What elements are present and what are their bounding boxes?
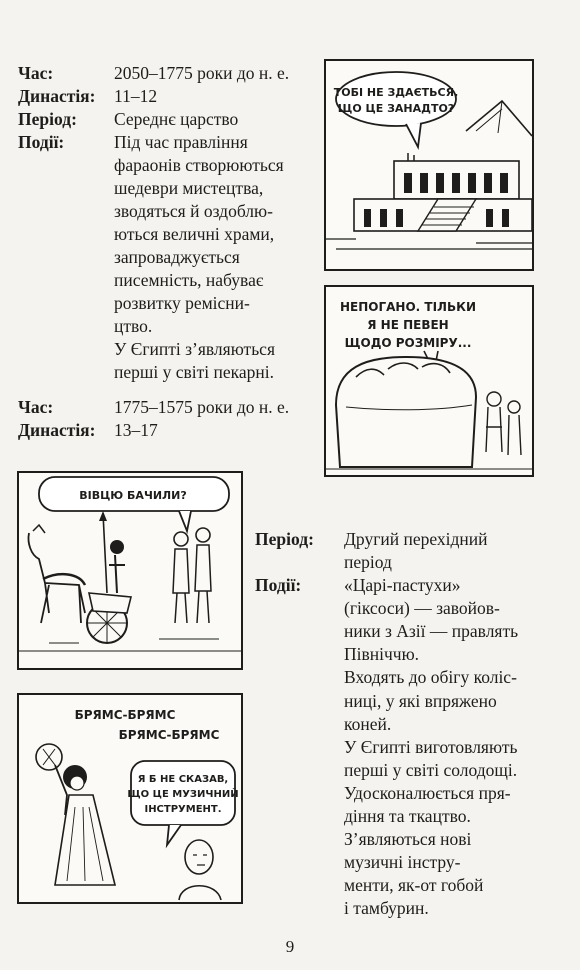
text-line: Удосконалюється пря- (344, 782, 511, 803)
period-value-1: Середнє царство (114, 109, 239, 129)
sound-effect: БРЯМС-БРЯМС (118, 728, 220, 742)
text-line: Північчю. (344, 644, 420, 665)
text-line: розвитку ремісни- (114, 293, 250, 313)
text-line: ються величні храми, (114, 224, 275, 244)
dynasty-value-1: 11–12 (114, 86, 158, 106)
text-line: (гіксоси) — завойов- (344, 598, 500, 619)
events-label-2: Події: (255, 575, 302, 595)
time-label-2: Час: (18, 397, 54, 417)
text-line: «Царі-пастухи» (344, 575, 461, 595)
bubble-line: ТОБІ НЕ ЗДАЄТЬСЯ, (333, 86, 459, 99)
text-line: перші у світі пекарні. (114, 362, 274, 382)
music-illustration (19, 695, 241, 902)
bubble-line: НЕПОГАНО. ТІЛЬКИ (339, 300, 477, 314)
text-line: менти, як-от гобой (344, 875, 484, 896)
text-line: діння та ткацтво. (344, 806, 471, 826)
comic-panel-chariot (17, 471, 243, 670)
dynasty-value-2: 13–17 (114, 420, 158, 440)
bread-illustration (326, 287, 532, 475)
time-value-1: 2050–1775 роки до н. е. (114, 63, 290, 83)
text-line: перші у світі солодощі. (344, 759, 518, 780)
temple-illustration (326, 61, 532, 269)
text-line: ниці, у які впряжено (344, 690, 497, 711)
text-line: шедеври мистецтва, (114, 178, 264, 198)
text-line: коней. (344, 713, 392, 734)
time-value-2: 1775–1575 роки до н. е. (114, 397, 290, 417)
events-label-1: Події: (18, 132, 65, 152)
text-line: писемність, набуває (114, 270, 264, 290)
text-line: ники з Азії — правлять (344, 621, 519, 642)
dynasty-label-2: Династія: (18, 420, 96, 440)
comic-panel-bread (324, 285, 534, 477)
comic-panel-music (17, 693, 243, 904)
bubble-line: ІНСТРУМЕНТ. (144, 804, 222, 815)
text-line: цтво. (114, 316, 153, 336)
bubble-line: ВІВЦЮ БАЧИЛИ? (79, 489, 187, 502)
text-line: фараонів створюються (114, 155, 284, 175)
bubble-line: ЩО ЦЕ ЗАНАДТО? (337, 102, 455, 115)
comic-panel-temple (324, 59, 534, 271)
text-line: період (344, 552, 392, 572)
text-line: і тамбурин. (344, 898, 429, 919)
page-number: 9 (285, 937, 295, 956)
dynasty-label-1: Династія: (18, 86, 96, 106)
period-label-1: Період: (18, 109, 77, 129)
text-line: У Єгипті з’являються (114, 339, 276, 359)
period-label-2: Період: (255, 529, 314, 549)
chariot-illustration (19, 473, 241, 668)
text-line: З’являються нові (344, 829, 472, 850)
sound-effect: БРЯМС-БРЯМС (74, 708, 176, 722)
bubble-line: ЩО ЦЕ МУЗИЧНИЙ (127, 789, 239, 800)
text-line: Під час правління (114, 132, 248, 152)
bubble-line: Я НЕ ПЕВЕН (367, 318, 449, 332)
text-line: музичні інстру- (344, 852, 461, 873)
bubble-line: ЩОДО РОЗМІРУ... (344, 336, 472, 350)
text-line: запроваджується (114, 247, 240, 267)
text-line: У Єгипті виготовляють (344, 736, 518, 757)
text-line: Входять до обігу коліс- (344, 667, 517, 688)
bubble-line: Я Б НЕ СКАЗАВ, (137, 774, 229, 785)
text-line: зводяться й оздоблю- (114, 201, 273, 221)
text-line: Другий перехідний (344, 529, 488, 549)
time-label-1: Час: (18, 63, 54, 83)
